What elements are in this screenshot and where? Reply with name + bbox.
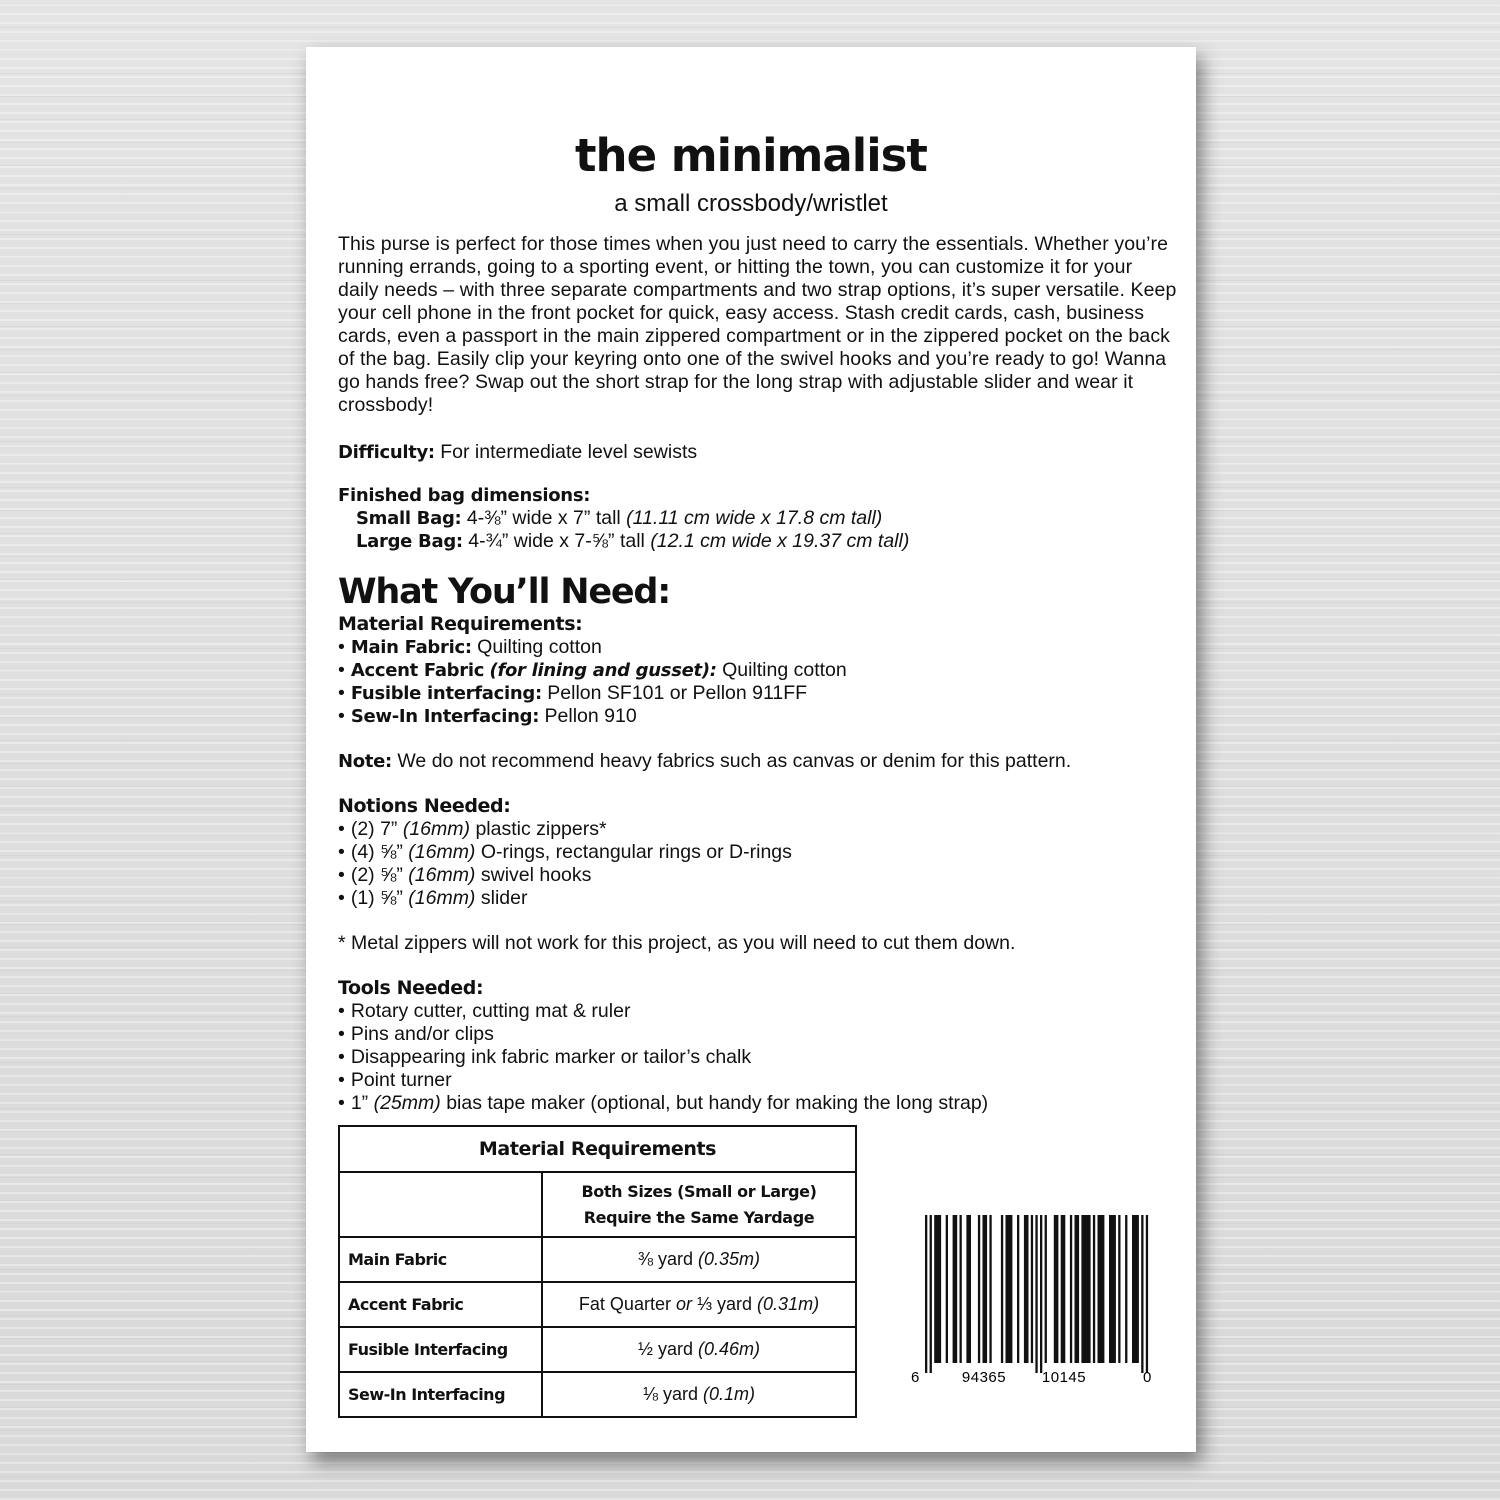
barcode-bar <box>1075 1215 1080 1363</box>
barcode-digit-last: 0 <box>1143 1369 1152 1385</box>
row-label: Sew-In Interfacing <box>339 1372 542 1417</box>
difficulty-line <box>338 441 1178 464</box>
barcode-bar <box>1061 1215 1066 1363</box>
zipper-footnote: * Metal zippers will not work for this project, as you will need to cut them down. <box>338 932 1016 954</box>
what-youll-need-heading: What You’ll Need: <box>338 572 671 612</box>
fabric-note <box>338 750 1178 773</box>
barcode-bar <box>1132 1215 1139 1363</box>
large-bag-label: Large Bag: <box>356 531 463 552</box>
pattern-body <box>338 233 1178 1115</box>
tools-list <box>338 1000 1178 1115</box>
material-list <box>338 636 1178 728</box>
barcode-bar <box>946 1215 948 1363</box>
dimensions-large <box>338 530 1178 553</box>
large-bag-imperial: 4-¾” wide x 7-⅝” tall <box>468 530 645 552</box>
barcode-bar <box>960 1215 962 1363</box>
barcode-group-1: 94365 <box>961 1369 1007 1385</box>
barcode-bar <box>983 1215 988 1363</box>
row-value: ½ yard (0.46m) <box>542 1327 856 1372</box>
barcode-bar <box>1001 1215 1003 1363</box>
notion-item: • (2) ⅝” (16mm) swivel hooks <box>338 864 1178 887</box>
barcode-bar <box>1125 1215 1127 1363</box>
pattern-title: the minimalist <box>575 129 927 182</box>
barcode-bar <box>1093 1215 1095 1363</box>
material-item: • Accent Fabric (for lining and gusset): Quilting cotton <box>338 659 1178 682</box>
tools-heading: Tools Needed: <box>338 977 484 999</box>
material-item: • Main Fabric: Quilting cotton <box>338 636 1178 659</box>
row-label: Fusible Interfacing <box>339 1327 542 1372</box>
material-item: • Sew-In Interfacing: Pellon 910 <box>338 705 1178 728</box>
material-requirements-table <box>338 1125 857 1418</box>
barcode <box>911 1215 1161 1385</box>
barcode-bar <box>1118 1215 1120 1363</box>
barcode-bar <box>934 1215 941 1363</box>
difficulty-value: For intermediate level sewists <box>440 441 698 463</box>
barcode-bar <box>1141 1215 1143 1373</box>
barcode-bars <box>925 1215 1148 1373</box>
barcode-bar <box>1109 1215 1116 1363</box>
barcode-bar <box>930 1215 932 1373</box>
barcode-bar <box>1006 1215 1013 1363</box>
pattern-back-cover <box>306 47 1196 1452</box>
table-row <box>339 1372 856 1417</box>
barcode-graphic <box>911 1215 1161 1385</box>
table-corner-cell <box>339 1172 542 1237</box>
row-value: ⅛ yard (0.1m) <box>542 1372 856 1417</box>
small-bag-metric: (11.11 cm wide x 17.8 cm tall) <box>626 507 883 529</box>
table-title: Material Requirements <box>339 1126 856 1172</box>
table-row <box>339 1327 856 1372</box>
material-item: • Fusible interfacing: Pellon SF101 or Pellon 911FF <box>338 682 1178 705</box>
notion-item: • (4) ⅝” (16mm) O-rings, rectangular rings or D-rings <box>338 841 1178 864</box>
note-text: We do not recommend heavy fabrics such as canvas or denim for this pattern. <box>397 750 1072 772</box>
table-row <box>339 1282 856 1327</box>
intro-paragraph: This purse is perfect for those times when you just need to carry the essentials. Whether you’re running errands, going to a sporting event, or hitting the town, you can customize it for your daily needs – with three separate compartments and two strap options, it’s super versatile. Keep your cell phone in the front pocket for quick, easy access. Stash credit cards, cash, business cards, even a passport in the main zippered compartment or in the zippered pocket on the back of the bag. Easily clip your keyring onto one of the swivel hooks and you’re ready to go! Wanna go hands free? Swap out the short strap for the long strap with adjustable slider and wear it crossbody! <box>338 233 1177 416</box>
notion-item: • (1) ⅝” (16mm) slider <box>338 887 1178 910</box>
table-sizes-header: Both Sizes (Small or Large) Require the Same Yardage <box>542 1172 856 1237</box>
barcode-bar <box>1098 1215 1105 1363</box>
barcode-bar <box>1070 1215 1072 1363</box>
small-bag-imperial: 4-⅜” wide x 7” tall <box>466 507 621 529</box>
barcode-bar <box>1146 1215 1148 1373</box>
tool-item: • Rotary cutter, cutting mat & ruler <box>338 1000 1178 1023</box>
notions-list <box>338 818 1178 910</box>
dimensions-small <box>338 507 1178 530</box>
barcode-bar <box>1054 1215 1059 1363</box>
tool-item: • 1” (25mm) bias tape maker (optional, but handy for making the long strap) <box>338 1092 1178 1115</box>
barcode-bar <box>1081 1215 1090 1363</box>
tool-item: • Point turner <box>338 1069 1178 1092</box>
tool-item: • Disappearing ink fabric marker or tailor’s chalk <box>338 1046 1178 1069</box>
row-label: Main Fabric <box>339 1237 542 1282</box>
barcode-bar <box>953 1215 958 1363</box>
barcode-bar <box>1035 1215 1037 1373</box>
tool-item: • Pins and/or clips <box>338 1023 1178 1046</box>
barcode-bar <box>978 1215 980 1363</box>
small-bag-label: Small Bag: <box>356 508 462 529</box>
barcode-bar <box>925 1215 927 1373</box>
barcode-bar <box>1031 1215 1033 1363</box>
notions-heading: Notions Needed: <box>338 795 511 817</box>
barcode-digit-first: 6 <box>911 1369 920 1385</box>
material-requirements-heading: Material Requirements: <box>338 613 583 635</box>
barcode-bar <box>1045 1215 1047 1363</box>
large-bag-metric: (12.1 cm wide x 19.37 cm tall) <box>650 530 910 552</box>
note-label: Note: <box>338 751 392 772</box>
difficulty-label: Difficulty: <box>338 442 435 463</box>
table-row <box>339 1237 856 1282</box>
pattern-subtitle: a small crossbody/wristlet <box>614 190 888 217</box>
row-label: Accent Fabric <box>339 1282 542 1327</box>
barcode-group-2: 10145 <box>1041 1369 1087 1385</box>
dimensions-heading: Finished bag dimensions: <box>338 485 591 506</box>
barcode-bar <box>966 1215 971 1363</box>
barcode-bar <box>1017 1215 1019 1363</box>
barcode-bar <box>1040 1215 1042 1373</box>
barcode-bar <box>989 1215 991 1363</box>
barcode-bar <box>1024 1215 1029 1363</box>
notion-item: • (2) 7” (16mm) plastic zippers* <box>338 818 1178 841</box>
row-value: Fat Quarter or ⅓ yard (0.31m) <box>542 1282 856 1327</box>
row-value: ⅜ yard (0.35m) <box>542 1237 856 1282</box>
